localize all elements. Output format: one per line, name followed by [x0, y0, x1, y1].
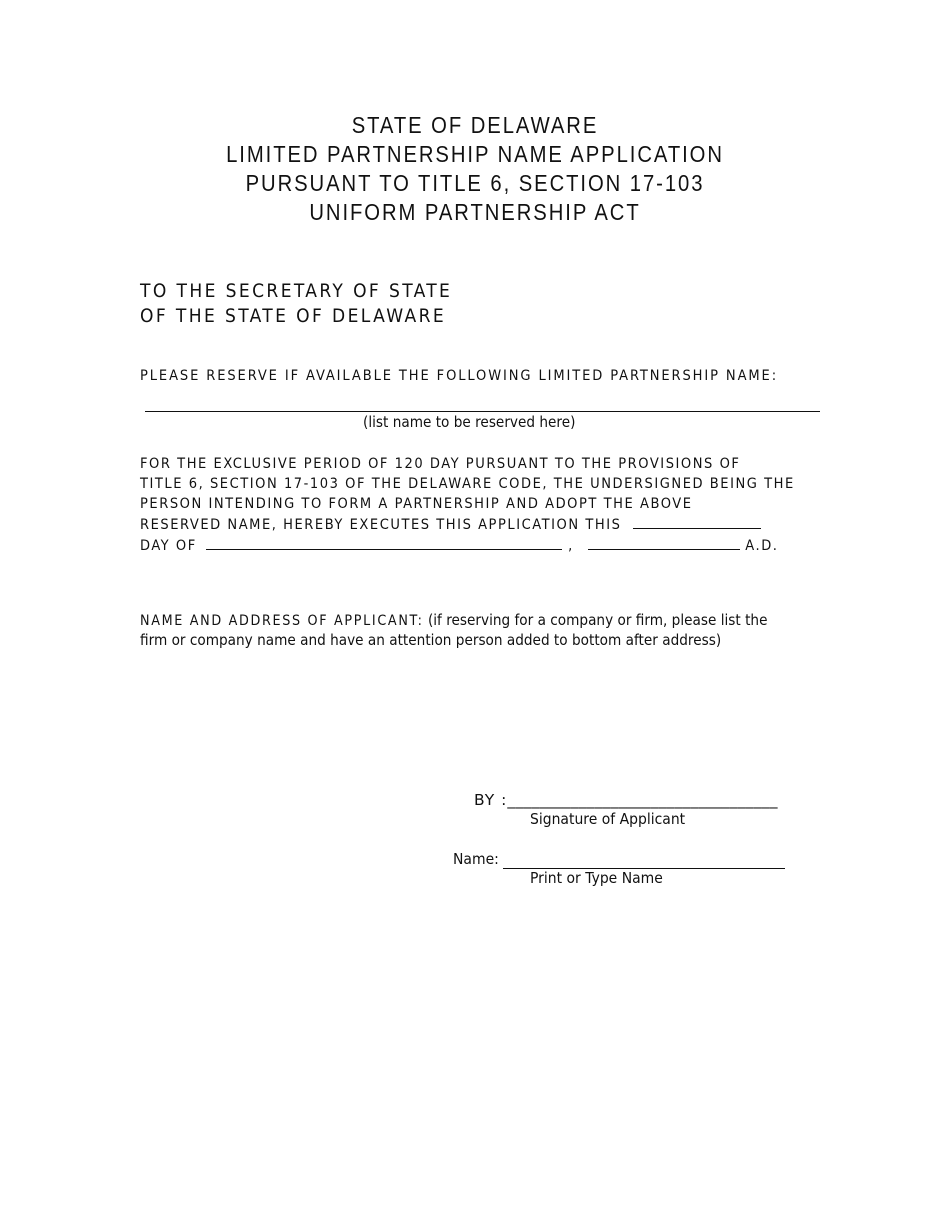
addressee-block	[140, 279, 452, 329]
form-header	[0, 111, 950, 227]
signature-line[interactable]: __________________________________	[507, 791, 778, 809]
print-name-input[interactable]	[504, 850, 784, 868]
period-line-4	[140, 514, 830, 535]
header-statute: PURSUANT TO TITLE 6, SECTION 17-103	[245, 170, 705, 196]
year-blank[interactable]	[588, 535, 740, 550]
day-number-blank[interactable]	[633, 514, 761, 529]
exclusive-period-paragraph	[140, 454, 830, 556]
applicant-label	[140, 611, 767, 629]
name-label: Name:	[453, 850, 499, 868]
month-blank[interactable]	[206, 535, 562, 550]
ad-label: A.D.	[745, 538, 779, 554]
reserve-label: PLEASE RESERVE IF AVAILABLE THE FOLLOWING LIMITED PARTNERSHIP NAME:	[140, 368, 778, 384]
header-act: UNIFORM PARTNERSHIP ACT	[309, 199, 641, 225]
by-label: BY :	[474, 791, 508, 809]
reserved-name-hint: (list name to be reserved here)	[363, 413, 576, 431]
print-name-caption: Print or Type Name	[530, 869, 663, 887]
header-form-title: LIMITED PARTNERSHIP NAME APPLICATION	[226, 141, 724, 167]
period-line-5	[140, 535, 830, 556]
period-line-1: FOR THE EXCLUSIVE PERIOD OF 120 DAY PURSUANT TO THE PROVISIONS OF	[140, 456, 741, 472]
applicant-address-box[interactable]	[136, 653, 817, 726]
period-line-3: PERSON INTENDING TO FORM A PARTNERSHIP AND ADOPT THE ABOVE	[140, 496, 693, 512]
applicant-label-caps: NAME AND ADDRESS OF APPLICANT:	[140, 613, 424, 629]
reserved-name-input[interactable]	[146, 392, 818, 412]
period-line-4-text: RESERVED NAME, HEREBY EXECUTES THIS APPLICATION THIS	[140, 517, 622, 533]
header-state: STATE OF DELAWARE	[351, 112, 599, 138]
signature-row	[474, 791, 778, 809]
date-comma: ,	[568, 538, 574, 554]
addressee-line-1: TO THE SECRETARY OF STATE	[140, 280, 453, 302]
signature-caption: Signature of Applicant	[530, 810, 686, 828]
applicant-label-note: (if reserving for a company or firm, please list the	[427, 611, 768, 629]
reserved-name-line	[145, 411, 820, 412]
day-of-label: DAY OF	[140, 538, 197, 554]
addressee-line-2: OF THE STATE OF DELAWARE	[140, 305, 447, 327]
period-line-2: TITLE 6, SECTION 17-103 OF THE DELAWARE CODE, THE UNDERSIGNED BEING THE	[140, 476, 795, 492]
applicant-label-note-2: firm or company name and have an attention person added to bottom after address)	[140, 631, 722, 649]
